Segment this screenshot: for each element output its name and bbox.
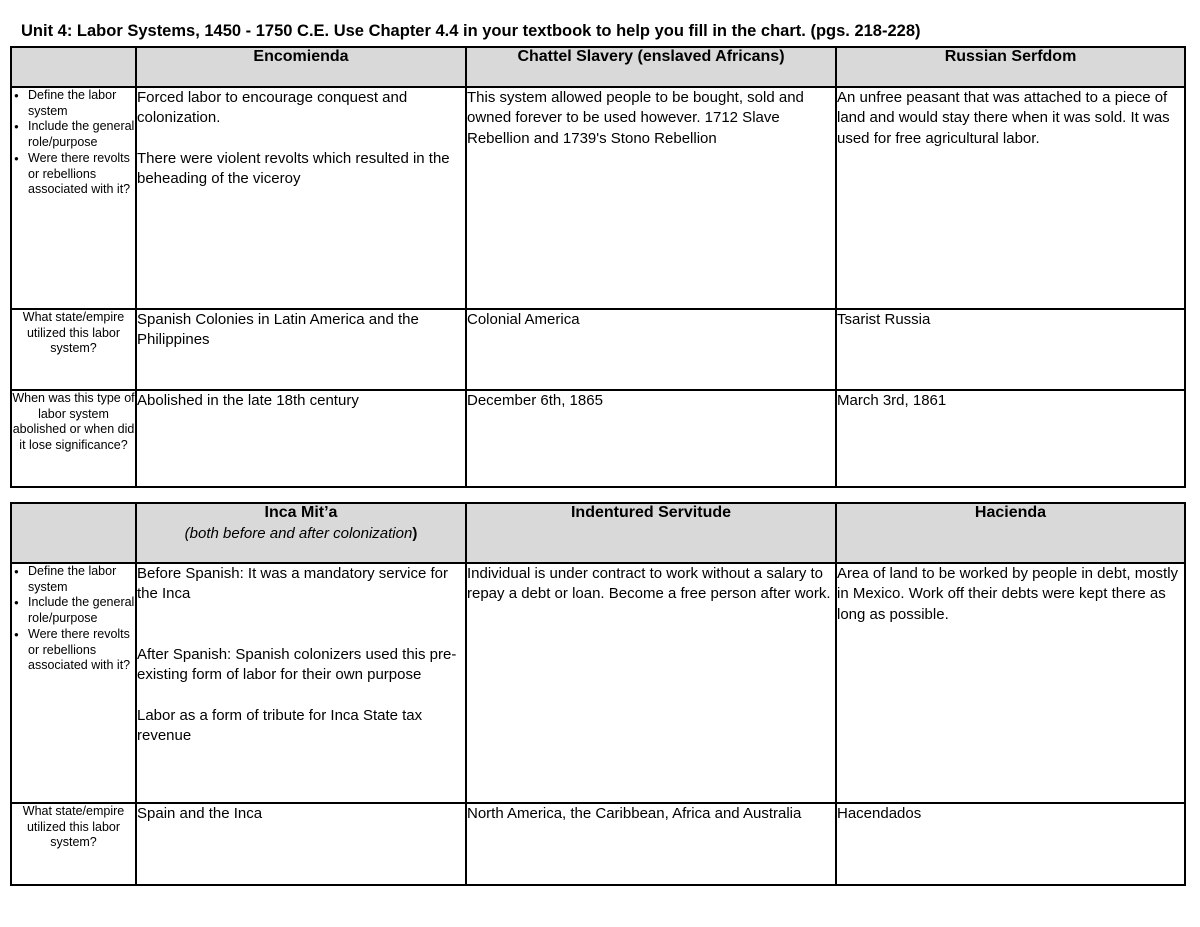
inca-state-cell[interactable] <box>136 803 466 885</box>
inca-state-text: Spain and the Inca <box>137 805 263 822</box>
encomienda-state-text: Spanish Colonies in Latin America and the Philippines <box>137 311 419 349</box>
define-prompt-item: ● Define the labor system <box>12 564 135 595</box>
encomienda-abolished-text: Abolished in the late 18th century <box>137 392 359 409</box>
inca-tribute-text: Labor as a form of tribute for Inca State tax revenue <box>137 706 423 745</box>
hacienda-state-text: Hacendados <box>837 805 922 822</box>
define-row-label <box>11 87 136 309</box>
define-prompt-item: ● Define the labor system <box>12 88 135 119</box>
define-prompt-item: ● Were there revolts or rebellions associated with it? <box>12 151 135 198</box>
chattel-state-text: Colonial America <box>467 311 580 328</box>
define-prompt-list <box>12 88 135 198</box>
hacienda-define-text: Area of land to be worked by people in debt, mostly in Mexico. Work off their debts were kept there as long as possible. <box>837 565 1179 623</box>
define-prompt-item: ● Include the general role/purpose <box>12 595 135 626</box>
serfdom-state-cell[interactable] <box>836 309 1185 390</box>
indentured-define-text: Individual is under contract to work without a salary to repay a debt or loan. Become a free person after work. <box>467 565 831 603</box>
encomienda-abolished-cell[interactable] <box>136 390 466 487</box>
state-row-label: What state/empire utilized this labor system? <box>11 309 136 390</box>
labor-systems-table-2 <box>10 502 1186 886</box>
chattel-abolished-cell[interactable] <box>466 390 836 487</box>
header-row <box>11 47 1185 87</box>
serfdom-define-cell[interactable] <box>836 87 1185 309</box>
define-row <box>11 563 1185 803</box>
indentured-state-cell[interactable] <box>466 803 836 885</box>
define-row <box>11 87 1185 309</box>
chattel-state-cell[interactable] <box>466 309 836 390</box>
state-row <box>11 803 1185 885</box>
serfdom-abolished-text: March 3rd, 1861 <box>837 392 947 409</box>
abolished-row <box>11 390 1185 487</box>
inca-subtitle-close: ) <box>412 525 418 542</box>
encomienda-define-cell[interactable] <box>136 87 466 309</box>
define-prompt-item: ● Were there revolts or rebellions associated with it? <box>12 627 135 674</box>
encomienda-revolt-text: There were violent revolts which resulted in the beheading of the viceroy <box>137 149 450 188</box>
chattel-define-text: This system allowed people to be bought, sold and owned forever to be used however. 1712 Slave Rebellion and 1739's Stono Rebellion <box>467 89 804 147</box>
serfdom-abolished-cell[interactable] <box>836 390 1185 487</box>
abolished-row-label: When was this type of labor system abolished or when did it lose significance? <box>11 390 136 487</box>
state-row <box>11 309 1185 390</box>
indentured-state-text: North America, the Caribbean, Africa and Australia <box>467 805 802 822</box>
define-prompt-item: ● Include the general role/purpose <box>12 119 135 150</box>
labor-systems-table-1 <box>10 46 1186 488</box>
encomienda-state-cell[interactable] <box>136 309 466 390</box>
header-chattel-slavery: Chattel Slavery (enslaved Africans) <box>466 47 836 87</box>
header-russian-serfdom: Russian Serfdom <box>836 47 1185 87</box>
chattel-abolished-text: December 6th, 1865 <box>467 392 603 409</box>
inca-subtitle-text: (both before and after colonization <box>184 525 413 542</box>
chattel-define-cell[interactable] <box>466 87 836 309</box>
inca-before-spanish-text: Before Spanish: It was a mandatory service for the Inca <box>137 565 448 603</box>
hacienda-state-cell[interactable] <box>836 803 1185 885</box>
header-indentured-servitude: Indentured Servitude <box>466 503 836 563</box>
corner-cell <box>11 47 136 87</box>
header-encomienda: Encomienda <box>136 47 466 87</box>
header-inca-mita-subtitle <box>137 525 465 542</box>
corner-cell <box>11 503 136 563</box>
indentured-define-cell[interactable] <box>466 563 836 803</box>
serfdom-state-text: Tsarist Russia <box>837 311 931 328</box>
define-prompt-list <box>12 564 135 674</box>
state-row-label: What state/empire utilized this labor system? <box>11 803 136 885</box>
header-hacienda: Hacienda <box>836 503 1185 563</box>
page-title: Unit 4: Labor Systems, 1450 - 1750 C.E. Use Chapter 4.4 in your textbook to help you fill in the chart. (pgs. 218-228) <box>21 22 921 40</box>
header-inca-mita <box>136 503 466 563</box>
define-row-label <box>11 563 136 803</box>
encomienda-define-text: Forced labor to encourage conquest and colonization. <box>137 89 408 127</box>
inca-define-cell[interactable] <box>136 563 466 803</box>
header-inca-mita-title: Inca Mit’a <box>264 504 338 521</box>
hacienda-define-cell[interactable] <box>836 563 1185 803</box>
serfdom-define-text: An unfree peasant that was attached to a piece of land and would stay there when it was sold. It was used for free agricultural labor. <box>837 89 1170 147</box>
inca-after-spanish-text: After Spanish: Spanish colonizers used this pre-existing form of labor for their own purpose <box>137 645 457 684</box>
header-row <box>11 503 1185 563</box>
